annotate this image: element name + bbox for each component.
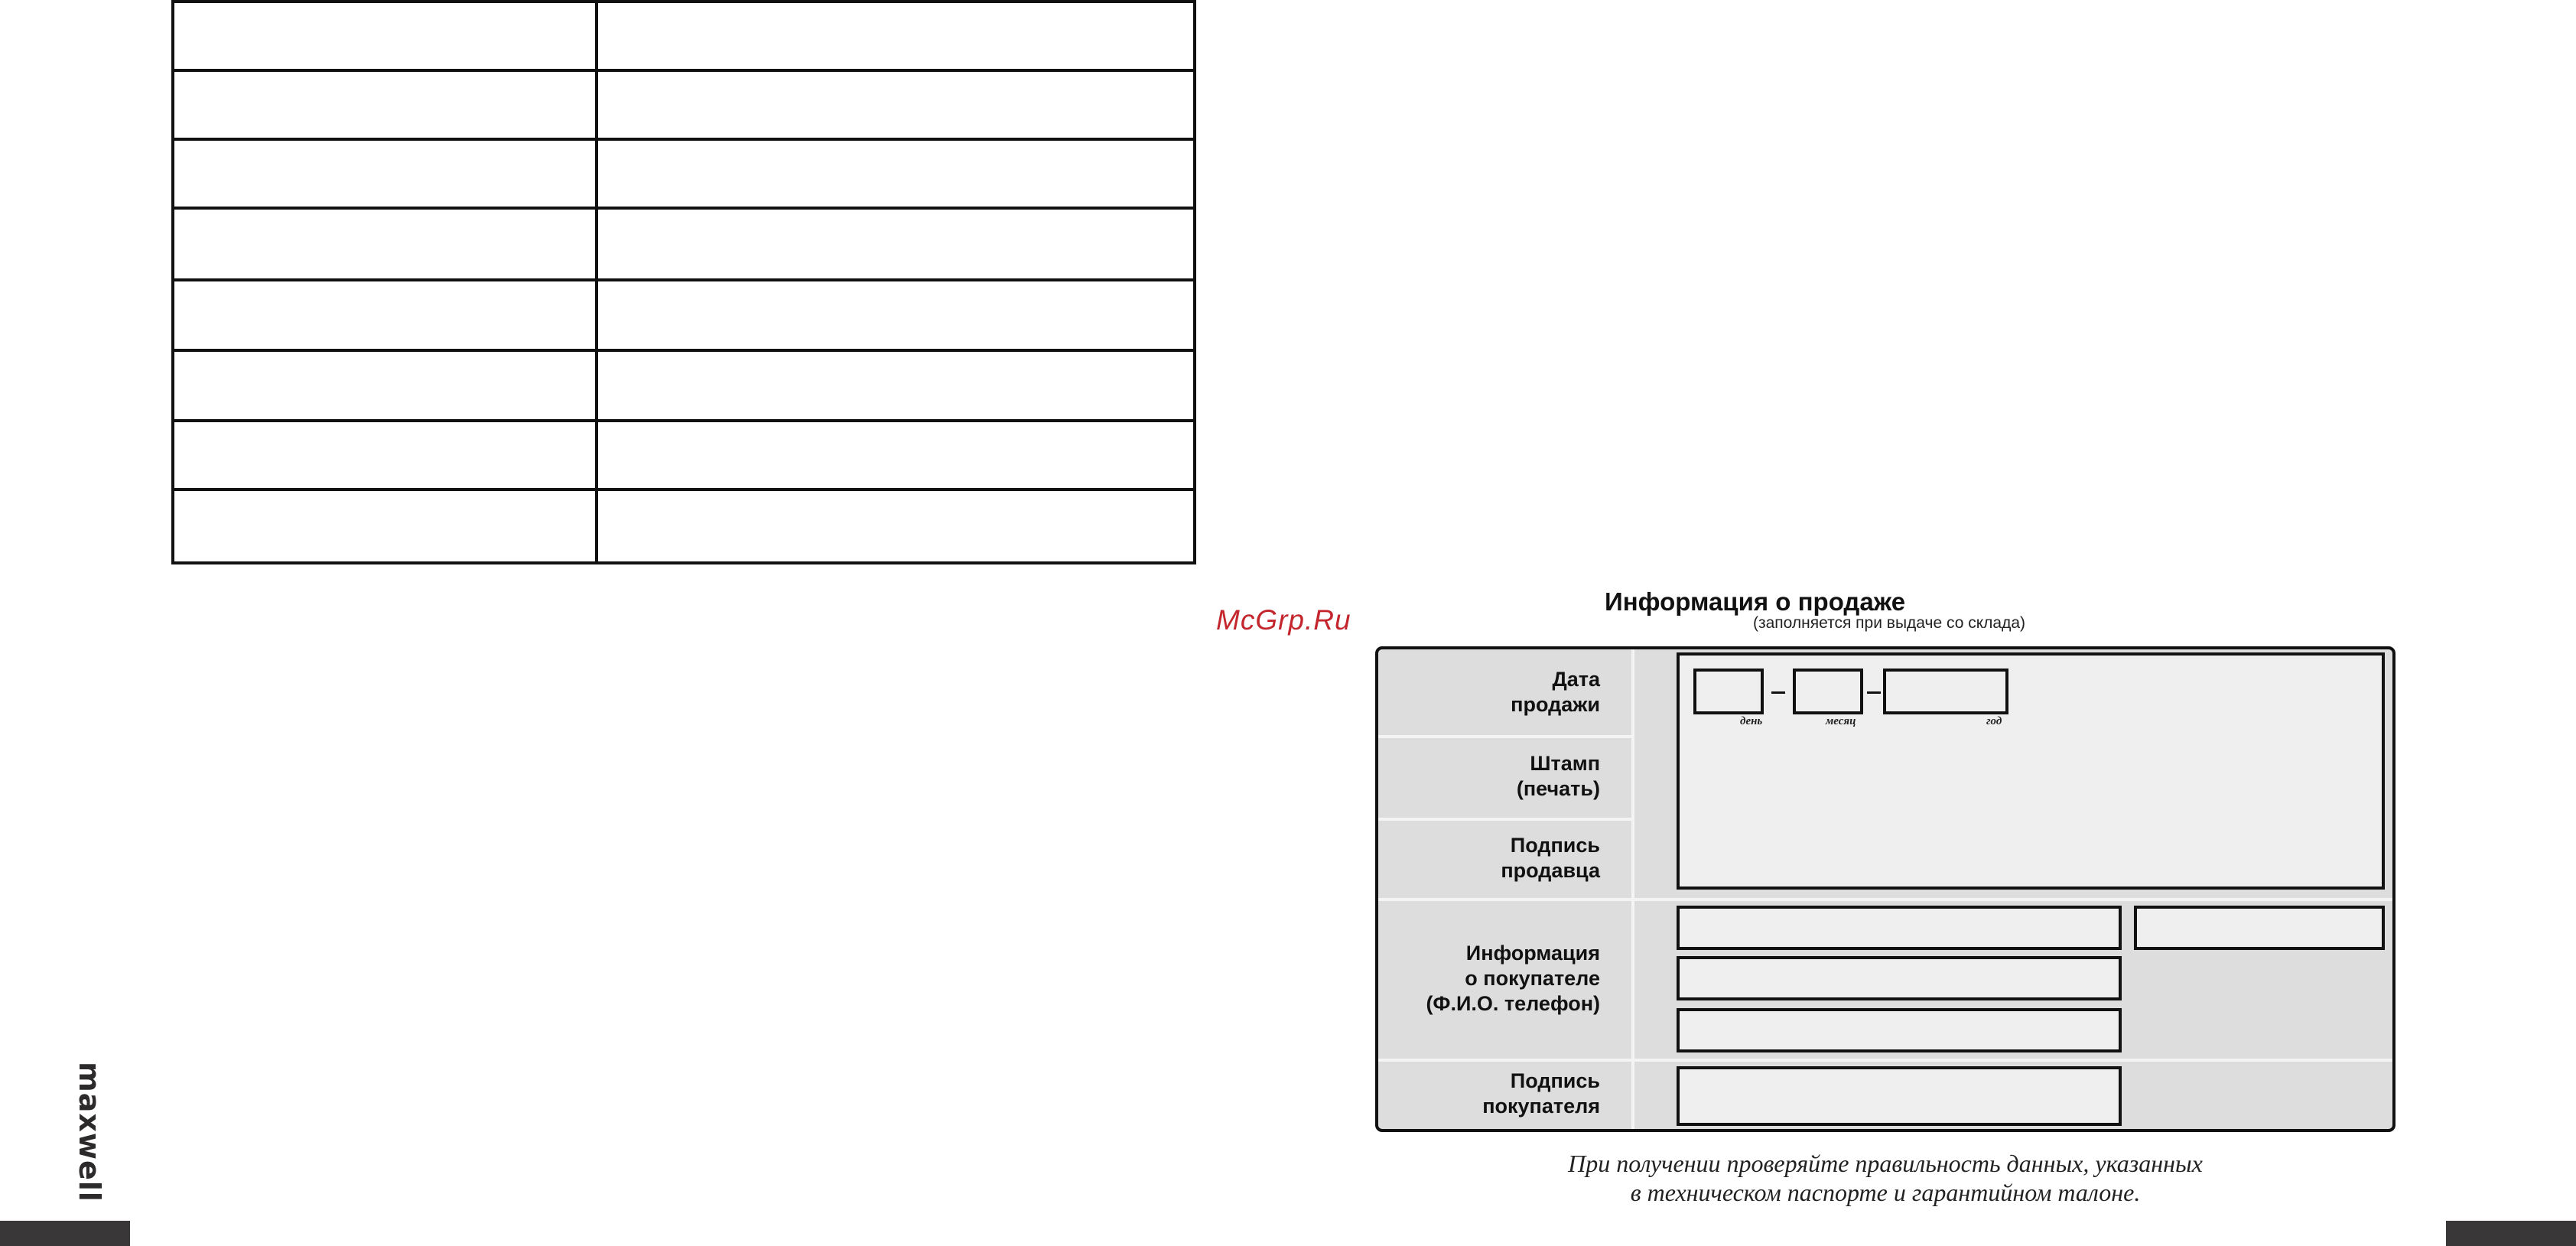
label-sale-date: Дата продажи	[1511, 668, 1600, 716]
table-row-divider	[174, 207, 1193, 210]
watermark: McGrp.Ru	[1216, 604, 1351, 636]
table-row-divider	[174, 488, 1193, 491]
brand-logo	[70, 1063, 109, 1201]
day-field[interactable]	[1693, 669, 1764, 714]
brand-name: maxwell	[73, 1062, 106, 1202]
page-corner-tab-right	[2446, 1221, 2576, 1246]
table-column-divider	[595, 3, 598, 561]
date-dash	[1867, 691, 1881, 694]
empty-table	[171, 0, 1196, 564]
label-buyer-info: Информация о покупателе (Ф.И.О. телефон)	[1426, 941, 1600, 1015]
label-seller-signature: Подпись продавца	[1501, 833, 1600, 882]
page-corner-tab-left	[0, 1221, 130, 1246]
month-field[interactable]	[1793, 669, 1863, 714]
buyer-phone-field[interactable]	[2134, 906, 2385, 950]
table-row-divider	[174, 349, 1193, 352]
table-row-divider	[174, 278, 1193, 281]
label-buyer-signature: Подпись покупателя	[1482, 1069, 1600, 1117]
buyer-name-field-3[interactable]	[1677, 1008, 2122, 1052]
day-caption: день	[1740, 715, 1763, 727]
table-row-divider	[174, 419, 1193, 422]
month-caption: месяц	[1826, 715, 1856, 727]
table-row-divider	[174, 69, 1193, 72]
label-stamp: Штамп (печать)	[1516, 752, 1600, 800]
table-row-divider	[174, 138, 1193, 141]
buyer-name-field[interactable]	[1677, 906, 2122, 950]
buyer-signature-field[interactable]	[1677, 1066, 2122, 1126]
sale-info-form	[1375, 646, 2395, 1132]
label-column-divider	[1631, 649, 1634, 1129]
date-dash	[1771, 691, 1785, 694]
stamp-signature-area[interactable]	[1677, 652, 2385, 890]
year-caption: год	[1986, 715, 2002, 727]
form-subtitle: (заполняется при выдаче со склада)	[1753, 614, 2026, 632]
buyer-name-field-2[interactable]	[1677, 956, 2122, 1000]
verification-note: При получении проверяйте правильность данных, указанных в техническом паспорте и гарантийном талоне.	[1568, 1150, 2203, 1206]
form-title: Информация о продаже	[1605, 587, 1906, 616]
year-field[interactable]	[1883, 669, 2008, 714]
